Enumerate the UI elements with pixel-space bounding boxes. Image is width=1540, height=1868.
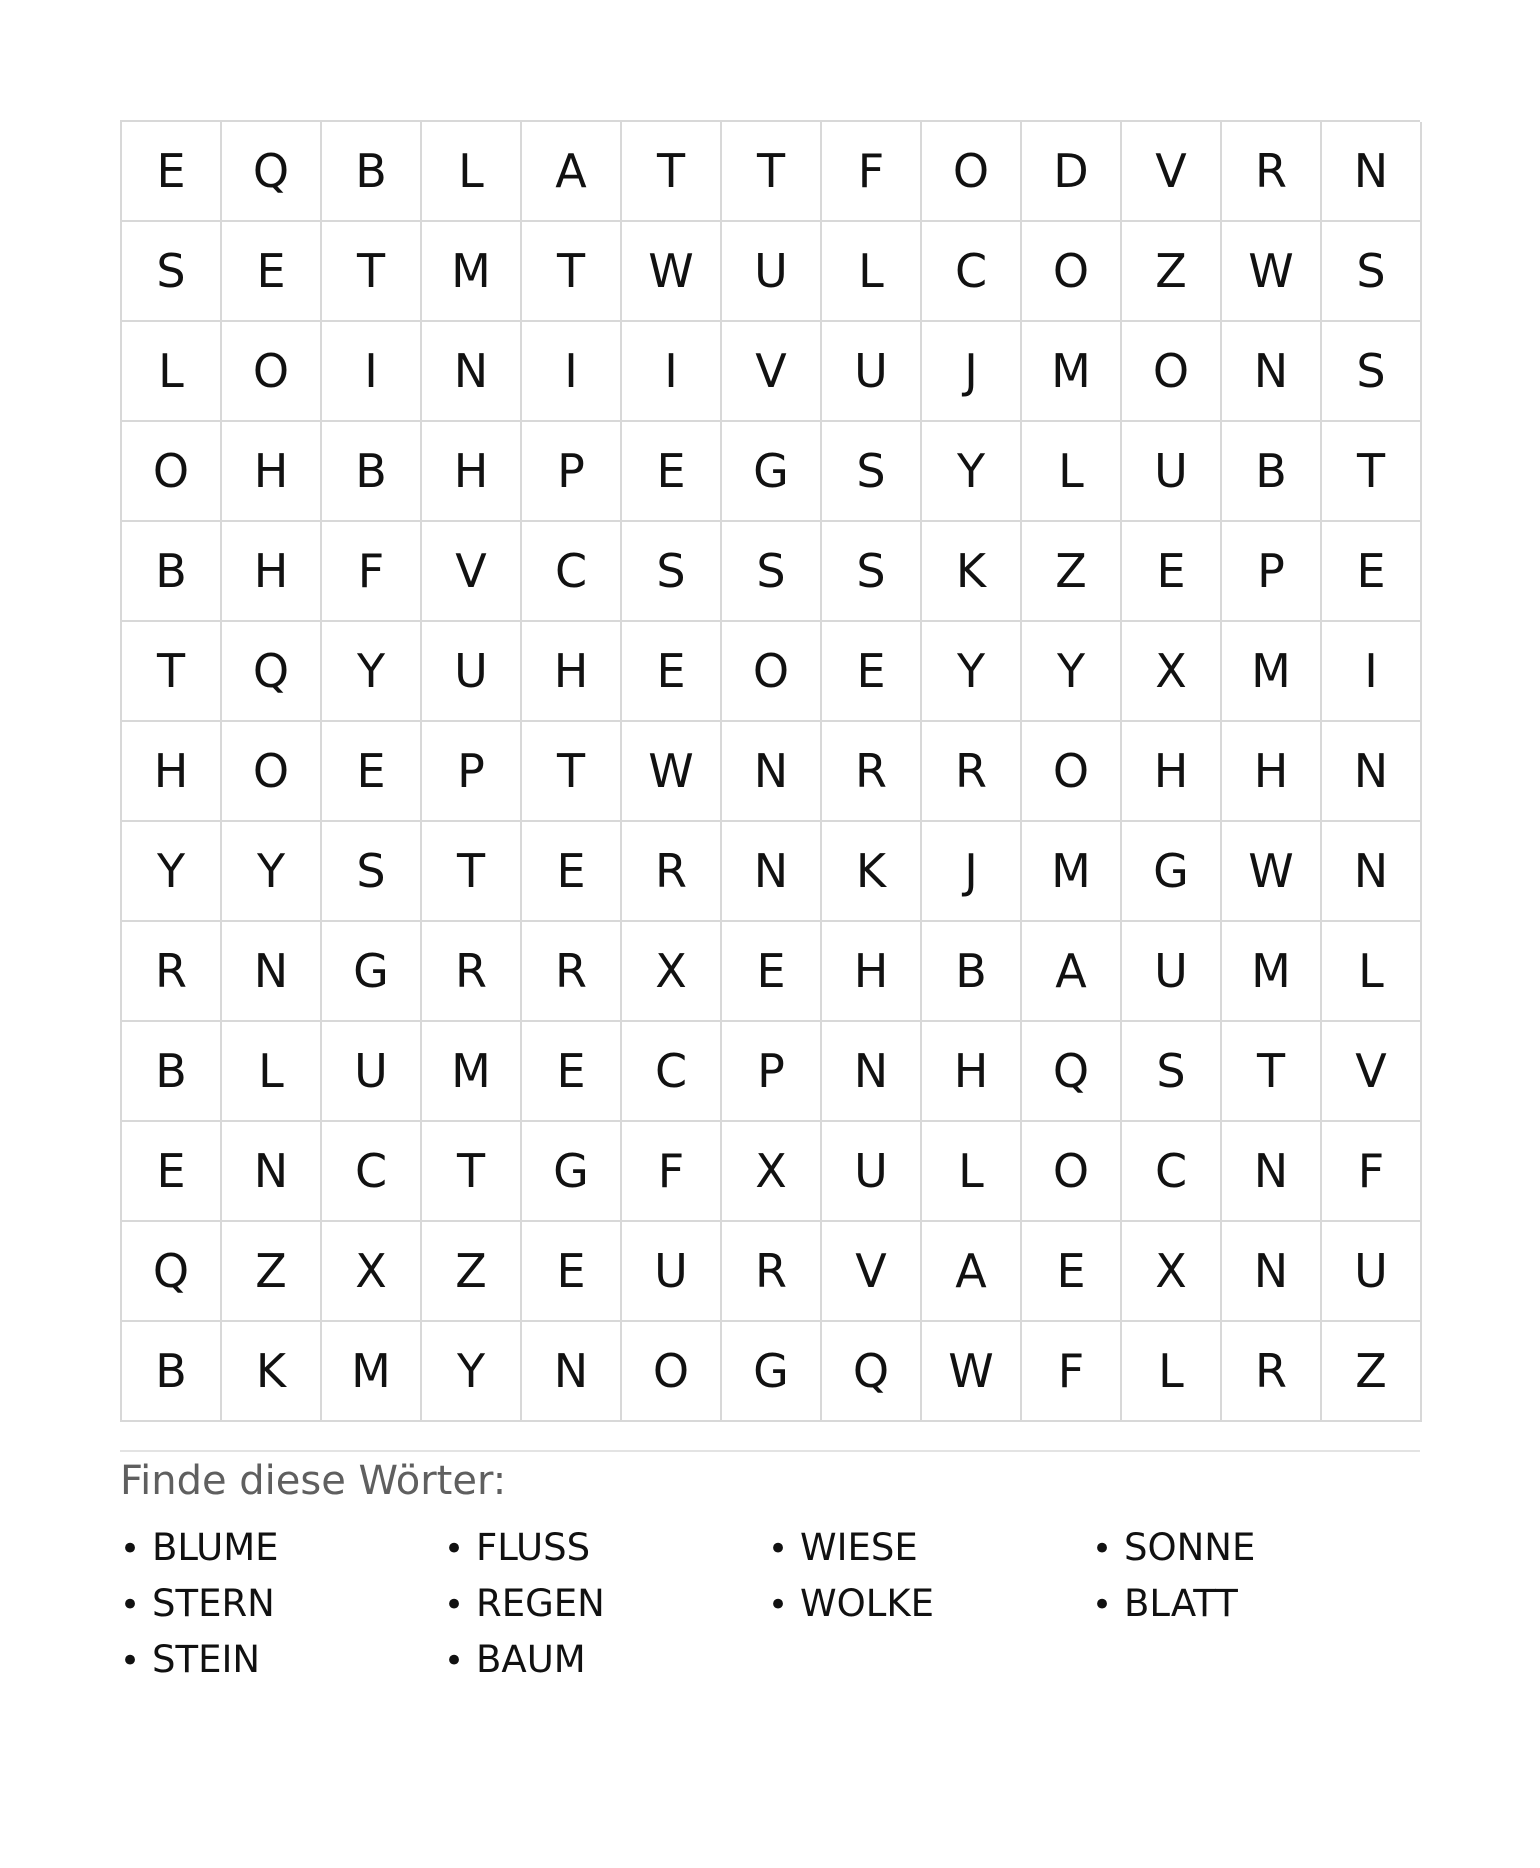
- word-label: BAUM: [476, 1638, 586, 1681]
- grid-cell[interactable]: T: [522, 222, 622, 322]
- grid-cell[interactable]: N: [1322, 822, 1422, 922]
- word-list-item: [444, 1576, 768, 1632]
- grid-cell[interactable]: N: [1222, 1222, 1322, 1322]
- grid-cell[interactable]: S: [1322, 222, 1422, 322]
- grid-cell[interactable]: K: [922, 522, 1022, 622]
- grid-cell[interactable]: R: [722, 1222, 822, 1322]
- grid-cell[interactable]: S: [1322, 322, 1422, 422]
- bullet-icon: •: [120, 1529, 141, 1569]
- grid-cell[interactable]: L: [122, 322, 222, 422]
- grid-cell[interactable]: M: [1022, 322, 1122, 422]
- grid-cell[interactable]: R: [1222, 122, 1322, 222]
- grid-cell[interactable]: Q: [1022, 1022, 1122, 1122]
- grid-cell[interactable]: K: [222, 1322, 322, 1422]
- grid-cell[interactable]: N: [722, 722, 822, 822]
- grid-cell[interactable]: X: [322, 1222, 422, 1322]
- grid-cell[interactable]: Y: [122, 822, 222, 922]
- grid-cell[interactable]: E: [622, 422, 722, 522]
- grid-cell[interactable]: G: [522, 1122, 622, 1222]
- grid-cell[interactable]: N: [222, 1122, 322, 1222]
- grid-cell[interactable]: U: [1122, 922, 1222, 1022]
- grid-cell[interactable]: S: [622, 522, 722, 622]
- grid-cell[interactable]: Y: [1022, 622, 1122, 722]
- grid-cell[interactable]: H: [222, 422, 322, 522]
- grid-cell[interactable]: N: [522, 1322, 622, 1422]
- grid-cell[interactable]: O: [1022, 222, 1122, 322]
- grid-cell[interactable]: E: [522, 1222, 622, 1322]
- grid-cell[interactable]: N: [722, 822, 822, 922]
- grid-cell[interactable]: B: [122, 1022, 222, 1122]
- grid-cell[interactable]: N: [822, 1022, 922, 1122]
- word-list-item: [1092, 1576, 1416, 1632]
- grid-cell[interactable]: W: [1222, 822, 1322, 922]
- grid-cell[interactable]: S: [122, 222, 222, 322]
- grid-cell[interactable]: L: [1322, 922, 1422, 1022]
- grid-cell[interactable]: F: [1022, 1322, 1122, 1422]
- grid-cell[interactable]: N: [1322, 722, 1422, 822]
- bullet-icon: •: [120, 1585, 141, 1625]
- grid-cell[interactable]: E: [522, 1022, 622, 1122]
- grid-cell[interactable]: H: [222, 522, 322, 622]
- grid-cell[interactable]: N: [422, 322, 522, 422]
- grid-cell[interactable]: O: [922, 122, 1022, 222]
- grid-cell[interactable]: W: [922, 1322, 1022, 1422]
- word-list-title: Finde diese Wörter:: [120, 1458, 507, 1504]
- word-label: REGEN: [476, 1582, 605, 1625]
- word-label: SONNE: [1124, 1526, 1256, 1569]
- grid-cell[interactable]: G: [722, 422, 822, 522]
- grid-cell[interactable]: R: [822, 722, 922, 822]
- grid-cell[interactable]: T: [1222, 1022, 1322, 1122]
- grid-cell[interactable]: U: [1322, 1222, 1422, 1322]
- grid-cell[interactable]: F: [622, 1122, 722, 1222]
- grid-cell[interactable]: C: [622, 1022, 722, 1122]
- grid-cell[interactable]: A: [522, 122, 622, 222]
- grid-cell[interactable]: Y: [922, 622, 1022, 722]
- grid-cell[interactable]: U: [822, 322, 922, 422]
- grid-cell[interactable]: Y: [922, 422, 1022, 522]
- grid-cell[interactable]: E: [522, 822, 622, 922]
- grid-cell[interactable]: T: [322, 222, 422, 322]
- grid-cell[interactable]: R: [1222, 1322, 1322, 1422]
- grid-cell[interactable]: V: [422, 522, 522, 622]
- grid-cell[interactable]: F: [1322, 1122, 1422, 1222]
- word-label: BLATT: [1124, 1582, 1238, 1625]
- grid-cell[interactable]: V: [1122, 122, 1222, 222]
- grid-cell[interactable]: I: [1322, 622, 1422, 722]
- grid-cell[interactable]: N: [222, 922, 322, 1022]
- grid-cell[interactable]: E: [122, 1122, 222, 1222]
- grid-cell[interactable]: U: [1122, 422, 1222, 522]
- grid-cell[interactable]: A: [1022, 922, 1122, 1022]
- word-list-item: [1092, 1520, 1416, 1576]
- grid-cell[interactable]: G: [722, 1322, 822, 1422]
- word-label: WIESE: [800, 1526, 918, 1569]
- grid-cell[interactable]: E: [1322, 522, 1422, 622]
- bullet-icon: •: [1092, 1585, 1113, 1625]
- grid-cell[interactable]: N: [1222, 322, 1322, 422]
- grid-cell[interactable]: M: [422, 1022, 522, 1122]
- grid-cell[interactable]: B: [922, 922, 1022, 1022]
- grid-cell[interactable]: E: [722, 922, 822, 1022]
- word-list-item: [120, 1632, 444, 1688]
- grid-cell[interactable]: W: [1222, 222, 1322, 322]
- bullet-icon: •: [120, 1641, 141, 1681]
- grid-cell[interactable]: Z: [1322, 1322, 1422, 1422]
- grid-cell[interactable]: O: [122, 422, 222, 522]
- grid-cell[interactable]: J: [922, 822, 1022, 922]
- grid-cell[interactable]: D: [1022, 122, 1122, 222]
- grid-cell[interactable]: H: [522, 622, 622, 722]
- grid-cell[interactable]: E: [1022, 1222, 1122, 1322]
- grid-cell[interactable]: Q: [122, 1222, 222, 1322]
- grid-cell[interactable]: C: [922, 222, 1022, 322]
- grid-cell[interactable]: C: [322, 1122, 422, 1222]
- word-list-item: [444, 1520, 768, 1576]
- grid-cell[interactable]: Q: [822, 1322, 922, 1422]
- bullet-icon: •: [444, 1529, 465, 1569]
- grid-cell[interactable]: Z: [1122, 222, 1222, 322]
- grid-cell[interactable]: C: [522, 522, 622, 622]
- grid-cell[interactable]: H: [1122, 722, 1222, 822]
- grid-cell[interactable]: O: [222, 322, 322, 422]
- grid-cell[interactable]: M: [1222, 622, 1322, 722]
- grid-cell[interactable]: L: [222, 1022, 322, 1122]
- grid-cell[interactable]: U: [622, 1222, 722, 1322]
- bullet-icon: •: [768, 1529, 789, 1569]
- grid-cell[interactable]: M: [322, 1322, 422, 1422]
- grid-cell[interactable]: I: [322, 322, 422, 422]
- grid-cell[interactable]: E: [822, 622, 922, 722]
- bullet-icon: •: [444, 1641, 465, 1681]
- grid-cell[interactable]: J: [922, 322, 1022, 422]
- word-search-puzzle: [120, 120, 1420, 1688]
- grid-cell[interactable]: X: [1122, 1222, 1222, 1322]
- grid-cell[interactable]: Z: [222, 1222, 322, 1322]
- grid-cell[interactable]: T: [422, 822, 522, 922]
- grid-cell[interactable]: P: [522, 422, 622, 522]
- word-list-item: [768, 1576, 1092, 1632]
- grid-cell[interactable]: S: [322, 822, 422, 922]
- bullet-icon: •: [768, 1585, 789, 1625]
- grid-cell[interactable]: B: [322, 422, 422, 522]
- grid-cell[interactable]: U: [322, 1022, 422, 1122]
- grid-cell[interactable]: T: [722, 122, 822, 222]
- grid-cell[interactable]: H: [122, 722, 222, 822]
- grid-cell[interactable]: W: [622, 722, 722, 822]
- grid-cell[interactable]: B: [122, 1322, 222, 1422]
- grid-cell[interactable]: T: [522, 722, 622, 822]
- bullet-icon: •: [444, 1585, 465, 1625]
- grid-cell[interactable]: H: [822, 922, 922, 1022]
- grid-cell[interactable]: S: [722, 522, 822, 622]
- grid-cell[interactable]: T: [122, 622, 222, 722]
- grid-cell[interactable]: N: [1222, 1122, 1322, 1222]
- grid-cell[interactable]: P: [422, 722, 522, 822]
- word-list: [120, 1520, 1420, 1688]
- word-label: STERN: [152, 1582, 275, 1625]
- grid-cell[interactable]: Q: [222, 622, 322, 722]
- grid-cell[interactable]: R: [122, 922, 222, 1022]
- grid-cell[interactable]: L: [822, 222, 922, 322]
- grid-cell[interactable]: E: [622, 622, 722, 722]
- grid-cell[interactable]: R: [522, 922, 622, 1022]
- grid-cell[interactable]: T: [622, 122, 722, 222]
- grid-cell[interactable]: U: [422, 622, 522, 722]
- grid-cell[interactable]: O: [1122, 322, 1222, 422]
- grid-cell[interactable]: Z: [1022, 522, 1122, 622]
- grid-cell[interactable]: L: [1022, 422, 1122, 522]
- grid-cell[interactable]: O: [1022, 1122, 1122, 1222]
- word-list-item: [768, 1520, 1092, 1576]
- grid-cell[interactable]: T: [1322, 422, 1422, 522]
- grid-cell[interactable]: L: [922, 1122, 1022, 1222]
- grid-cell[interactable]: P: [722, 1022, 822, 1122]
- grid-cell[interactable]: O: [1022, 722, 1122, 822]
- bullet-icon: •: [1092, 1529, 1113, 1569]
- grid-cell[interactable]: Q: [222, 122, 322, 222]
- grid-cell[interactable]: B: [1222, 422, 1322, 522]
- word-label: FLUSS: [476, 1526, 591, 1569]
- grid-cell[interactable]: X: [722, 1122, 822, 1222]
- grid-cell[interactable]: R: [422, 922, 522, 1022]
- grid-cell[interactable]: V: [722, 322, 822, 422]
- grid-cell[interactable]: S: [822, 522, 922, 622]
- grid-cell[interactable]: T: [422, 1122, 522, 1222]
- grid-cell[interactable]: E: [322, 722, 422, 822]
- word-list-item: [120, 1520, 444, 1576]
- grid-cell[interactable]: B: [122, 522, 222, 622]
- grid-cell[interactable]: F: [822, 122, 922, 222]
- grid-cell[interactable]: Y: [222, 822, 322, 922]
- grid-cell[interactable]: X: [1122, 622, 1222, 722]
- grid-cell[interactable]: Y: [422, 1322, 522, 1422]
- grid-cell[interactable]: R: [922, 722, 1022, 822]
- word-list-item: [444, 1632, 768, 1688]
- divider: [120, 1450, 1420, 1452]
- grid-cell[interactable]: V: [1322, 1022, 1422, 1122]
- grid-cell[interactable]: Z: [422, 1222, 522, 1322]
- word-label: STEIN: [152, 1638, 261, 1681]
- grid-cell[interactable]: C: [1122, 1122, 1222, 1222]
- grid-cell[interactable]: A: [922, 1222, 1022, 1322]
- grid-cell[interactable]: H: [1222, 722, 1322, 822]
- grid-cell[interactable]: B: [322, 122, 422, 222]
- grid-cell[interactable]: F: [322, 522, 422, 622]
- grid-cell[interactable]: O: [222, 722, 322, 822]
- grid-cell[interactable]: R: [622, 822, 722, 922]
- grid-cell[interactable]: E: [222, 222, 322, 322]
- grid-cell[interactable]: O: [722, 622, 822, 722]
- word-list-item: [120, 1576, 444, 1632]
- grid-cell[interactable]: X: [622, 922, 722, 1022]
- grid-cell[interactable]: L: [422, 122, 522, 222]
- word-label: WOLKE: [800, 1582, 934, 1625]
- grid-cell[interactable]: E: [122, 122, 222, 222]
- grid-cell[interactable]: I: [522, 322, 622, 422]
- grid-cell[interactable]: K: [822, 822, 922, 922]
- grid-cell[interactable]: S: [822, 422, 922, 522]
- grid-cell[interactable]: U: [822, 1122, 922, 1222]
- grid-cell[interactable]: M: [1222, 922, 1322, 1022]
- grid-cell[interactable]: U: [722, 222, 822, 322]
- grid-cell[interactable]: E: [1122, 522, 1222, 622]
- grid-cell[interactable]: M: [1022, 822, 1122, 922]
- grid-cell[interactable]: L: [1122, 1322, 1222, 1422]
- word-label: BLUME: [152, 1526, 279, 1569]
- grid-cell[interactable]: M: [422, 222, 522, 322]
- grid-cell[interactable]: W: [622, 222, 722, 322]
- grid-cell[interactable]: H: [422, 422, 522, 522]
- grid-cell[interactable]: Y: [322, 622, 422, 722]
- grid-cell[interactable]: H: [922, 1022, 1022, 1122]
- grid-cell[interactable]: V: [822, 1222, 922, 1322]
- letter-grid: [120, 120, 1420, 1422]
- grid-cell[interactable]: O: [622, 1322, 722, 1422]
- grid-cell[interactable]: S: [1122, 1022, 1222, 1122]
- grid-cell[interactable]: I: [622, 322, 722, 422]
- grid-cell[interactable]: G: [1122, 822, 1222, 922]
- grid-cell[interactable]: N: [1322, 122, 1422, 222]
- grid-cell[interactable]: G: [322, 922, 422, 1022]
- grid-cell[interactable]: P: [1222, 522, 1322, 622]
